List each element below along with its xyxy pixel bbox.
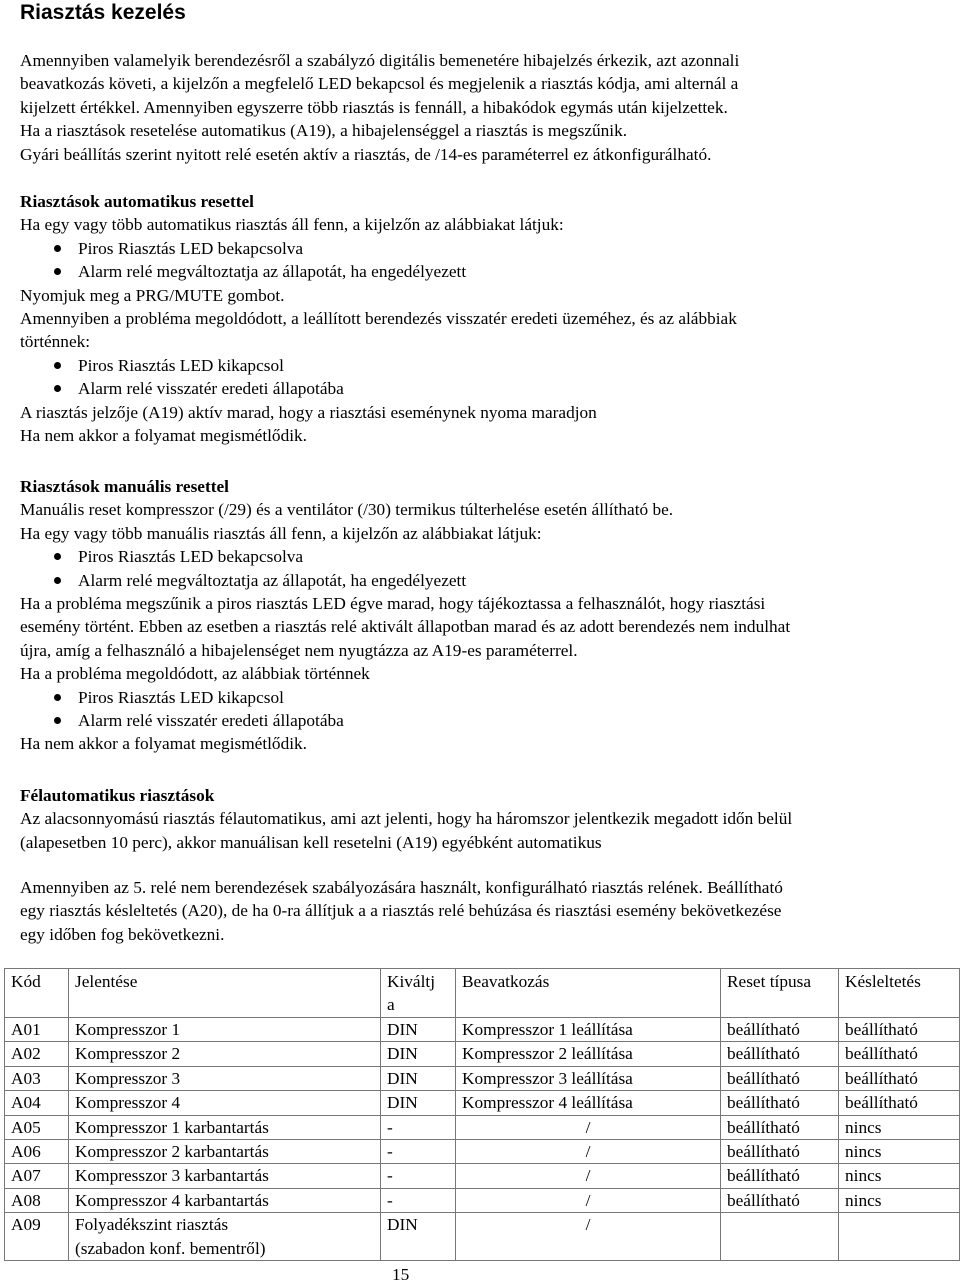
header-text: Beavatkozás xyxy=(462,972,550,991)
intro-line: kijelzett értékkel. Amennyiben egyszerre több riasztás is fennáll, a hibakódok egymás után kijelzettek. xyxy=(20,97,728,117)
cell-action: / xyxy=(456,1140,721,1164)
bullet-list xyxy=(20,545,940,592)
text-line: újra, amíg a felhasználó a hibajelenséget nem nyugtázza az A19-es paraméterrel. xyxy=(20,640,578,660)
cell-delay: nincs xyxy=(839,1164,960,1188)
intro-line: beavatkozás követi, a kijelzőn a megfelelő LED bekapcsol és megjelenik a riasztás kódja, ami alternál a xyxy=(20,74,739,94)
cell-meaning xyxy=(69,1213,381,1261)
cell-reset: beállítható xyxy=(721,1018,839,1042)
table-row xyxy=(5,1140,960,1164)
intro-line: Amennyiben valamelyik berendezésről a szabályzó digitális bemenetére hibajelzés érkezik, azt azonnali xyxy=(20,51,740,70)
header-text: a xyxy=(387,995,395,1015)
cell-meaning xyxy=(69,1091,381,1115)
cell-delay xyxy=(839,1213,960,1261)
cell-reset: beállítható xyxy=(721,1164,839,1188)
cell-trigger: DIN xyxy=(381,1213,456,1261)
list-item: Piros Riasztás LED kikapcsol xyxy=(20,354,940,377)
list-item: Piros Riasztás LED kikapcsol xyxy=(20,686,940,709)
alarm-code-table xyxy=(4,968,960,1261)
table-row xyxy=(5,1042,960,1066)
cell-reset: beállítható xyxy=(721,1091,839,1115)
cell-code: A09 xyxy=(5,1213,69,1261)
cell-delay: beállítható xyxy=(839,1091,960,1115)
cell-delay: nincs xyxy=(839,1188,960,1212)
cell-text: Kompresszor 1 karbantartás xyxy=(75,1117,269,1137)
header-text: Reset típusa xyxy=(727,972,811,991)
cell-trigger: - xyxy=(381,1188,456,1212)
cell-code: A04 xyxy=(5,1091,69,1115)
text-line: Ha egy vagy több automatikus riasztás áll fenn, a kijelzőn az alábbiakat látjuk: xyxy=(20,215,564,235)
cell-action: / xyxy=(456,1188,721,1212)
header-text: Kód xyxy=(11,972,41,991)
cell-text: Kompresszor 4 xyxy=(75,1093,181,1113)
bullet-list xyxy=(20,237,940,284)
cell-action: / xyxy=(456,1164,721,1188)
relay-paragraph xyxy=(20,876,940,946)
header-text: Jelentése xyxy=(75,972,138,991)
header-cell-action xyxy=(456,969,721,1018)
cell-trigger: DIN xyxy=(381,1042,456,1066)
cell-code: A08 xyxy=(5,1188,69,1212)
cell-text: Kompresszor 1 xyxy=(75,1020,181,1039)
cell-text: Kompresszor 3 xyxy=(75,1068,181,1088)
table-row xyxy=(5,1018,960,1042)
text-line: egy riasztás késleltetés (A20), de ha 0-ra állítjuk a a riasztás relé behúzása és riasztási esemény bekövetkezése xyxy=(20,901,782,921)
intro-line: Gyári beállítás szerint nyitott relé esetén aktív a riasztás, de /14-es paraméterrel ez átkonfigurálható. xyxy=(20,144,712,164)
cell-delay: beállítható xyxy=(839,1042,960,1066)
list-item: Alarm relé megváltoztatja az állapotát, ha engedélyezett xyxy=(20,260,940,283)
cell-trigger: - xyxy=(381,1140,456,1164)
list-item: Alarm relé visszatér eredeti állapotába xyxy=(20,377,940,400)
text-line: Nyomjuk meg a PRG/MUTE gombot. xyxy=(20,285,285,305)
manual-reset-section xyxy=(20,475,940,756)
cell-action: / xyxy=(456,1115,721,1139)
text-line: (alapesetben 10 perc), akkor manuálisan kell resetelni (A19) egyébként automatikus xyxy=(20,832,602,852)
cell-delay: nincs xyxy=(839,1115,960,1139)
cell-trigger: - xyxy=(381,1164,456,1188)
cell-meaning xyxy=(69,1115,381,1139)
cell-meaning xyxy=(69,1140,381,1164)
text-line: Ha egy vagy több manuális riasztás áll fenn, a kijelzőn az alábbiakat látjuk: xyxy=(20,523,542,543)
cell-code: A01 xyxy=(5,1018,69,1042)
text-line: egy időben fog bekövetkezni. xyxy=(20,924,225,944)
text-line: Az alacsonnyomású riasztás félautomatikus, ami azt jelenti, hogy ha háromszor jelentkezik megadott időn belül xyxy=(20,809,793,829)
cell-reset xyxy=(721,1213,839,1261)
cell-reset: beállítható xyxy=(721,1042,839,1066)
bullet-list xyxy=(20,354,940,401)
text-line: Ha a probléma megoldódott, az alábbiak történnek xyxy=(20,664,370,684)
table-header-row xyxy=(5,969,960,1018)
cell-delay: beállítható xyxy=(839,1018,960,1042)
table-header xyxy=(5,969,960,1018)
text-line: esemény történt. Ebben az esetben a riasztás relé aktivált állapotban marad és az adott berendezés nem indulhat xyxy=(20,617,791,637)
cell-reset: beállítható xyxy=(721,1066,839,1090)
cell-reset: beállítható xyxy=(721,1140,839,1164)
text-line: Manuális reset kompresszor (/29) és a ventilátor (/30) termikus túlterhelése esetén állítható be. xyxy=(20,500,674,520)
cell-code: A03 xyxy=(5,1066,69,1090)
table-row xyxy=(5,1188,960,1212)
table-row xyxy=(5,1066,960,1090)
cell-text: Folyadékszint riasztás xyxy=(75,1215,229,1235)
cell-trigger: DIN xyxy=(381,1018,456,1042)
cell-text: Kompresszor 4 karbantartás xyxy=(75,1190,269,1210)
cell-trigger: DIN xyxy=(381,1091,456,1115)
header-cell-reset xyxy=(721,969,839,1018)
header-text: Késleltetés xyxy=(845,972,921,991)
bullet-list xyxy=(20,686,940,733)
list-item: Alarm relé visszatér eredeti állapotába xyxy=(20,709,940,732)
page-title: Riasztás kezelés xyxy=(20,1,186,24)
cell-code: A06 xyxy=(5,1140,69,1164)
semi-auto-section xyxy=(20,784,940,854)
list-item: Piros Riasztás LED bekapcsolva xyxy=(20,237,940,260)
header-cell-meaning xyxy=(69,969,381,1018)
cell-meaning xyxy=(69,1164,381,1188)
cell-code: A05 xyxy=(5,1115,69,1139)
cell-trigger: DIN xyxy=(381,1066,456,1090)
cell-delay: nincs xyxy=(839,1140,960,1164)
auto-reset-section xyxy=(20,190,940,447)
cell-trigger: - xyxy=(381,1115,456,1139)
cell-action: Kompresszor 2 leállítása xyxy=(456,1042,721,1066)
cell-meaning xyxy=(69,1042,381,1066)
text-line: történnek: xyxy=(20,332,91,352)
cell-text: Kompresszor 2 karbantartás xyxy=(75,1142,269,1162)
cell-meaning xyxy=(69,1018,381,1042)
table-row xyxy=(5,1091,960,1115)
text-line: Ha nem akkor a folyamat megismétlődik. xyxy=(20,426,307,446)
cell-text: Kompresszor 2 xyxy=(75,1044,181,1064)
manual-reset-heading: Riasztások manuális resettel xyxy=(20,477,229,496)
header-cell-delay xyxy=(839,969,960,1018)
intro-paragraph xyxy=(20,49,940,166)
text-line: Amennyiben az 5. relé nem berendezések szabályozására használt, konfigurálható riasztás relének. Beállítható xyxy=(20,878,783,897)
list-item: Piros Riasztás LED bekapcsolva xyxy=(20,545,940,568)
table-body xyxy=(5,1018,960,1261)
auto-reset-heading: Riasztások automatikus resettel xyxy=(20,192,254,211)
list-item: Alarm relé megváltoztatja az állapotát, ha engedélyezett xyxy=(20,569,940,592)
header-cell-code xyxy=(5,969,69,1018)
intro-line: Ha a riasztások resetelése automatikus (A19), a hibajelenséggel a riasztás is megszűnik. xyxy=(20,121,628,141)
text-line: Amennyiben a probléma megoldódott, a leállított berendezés visszatér eredeti üzeméhez, és az alábbiak xyxy=(20,309,737,329)
cell-action: Kompresszor 4 leállítása xyxy=(456,1091,721,1115)
semi-auto-heading: Félautomatikus riasztások xyxy=(20,786,215,805)
text-line: Ha a probléma megszűnik a piros riasztás LED égve marad, hogy tájékoztassa a felhasználót, hogy riasztási xyxy=(20,594,766,614)
cell-action: / xyxy=(456,1213,721,1261)
table-row xyxy=(5,1115,960,1139)
cell-reset: beállítható xyxy=(721,1115,839,1139)
header-text: Kiváltj xyxy=(387,972,435,991)
page-number: 15 xyxy=(392,1265,410,1284)
cell-action: Kompresszor 1 leállítása xyxy=(456,1018,721,1042)
text-line: A riasztás jelzője (A19) aktív marad, hogy a riasztási eseménynek nyoma maradjon xyxy=(20,402,597,422)
cell-meaning xyxy=(69,1066,381,1090)
table-row xyxy=(5,1164,960,1188)
cell-meaning xyxy=(69,1188,381,1212)
cell-text: Kompresszor 3 karbantartás xyxy=(75,1166,269,1186)
text-line: Ha nem akkor a folyamat megismétlődik. xyxy=(20,734,307,754)
cell-text: (szabadon konf. bementről) xyxy=(75,1238,266,1258)
cell-code: A07 xyxy=(5,1164,69,1188)
cell-code: A02 xyxy=(5,1042,69,1066)
cell-reset: beállítható xyxy=(721,1188,839,1212)
table-row xyxy=(5,1213,960,1261)
cell-action: Kompresszor 3 leállítása xyxy=(456,1066,721,1090)
header-cell-trigger xyxy=(381,969,456,1018)
cell-delay: beállítható xyxy=(839,1066,960,1090)
